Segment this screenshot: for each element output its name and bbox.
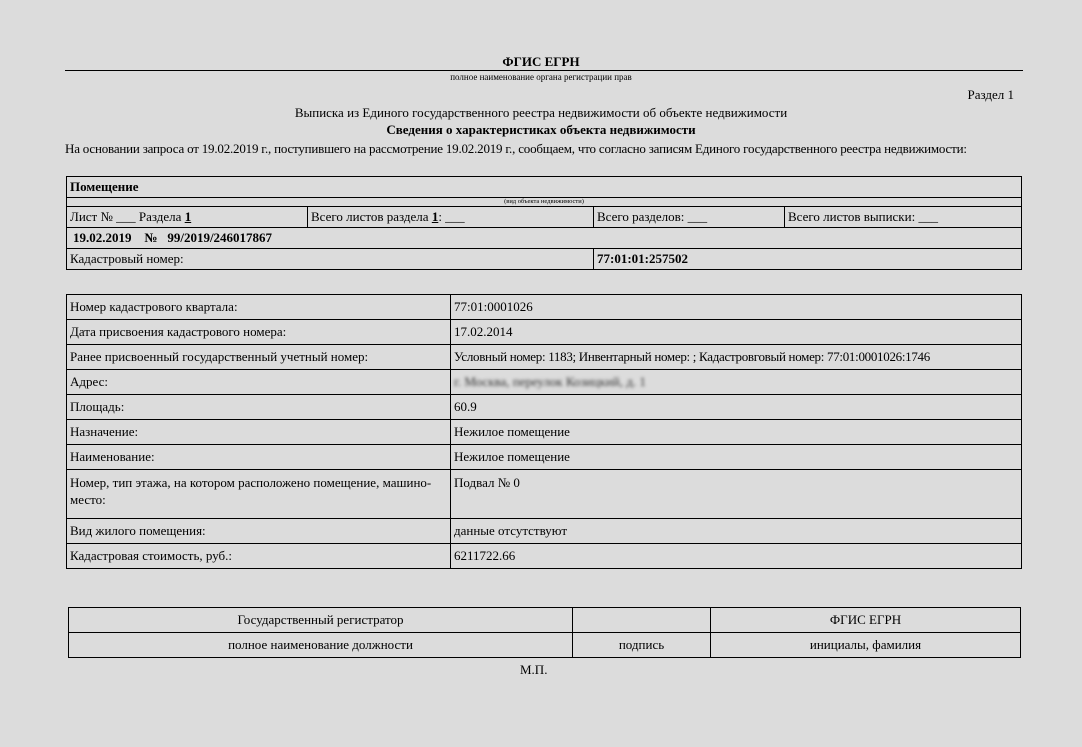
table-row xyxy=(67,544,1022,569)
table-row xyxy=(67,470,1022,519)
row-label: Дата присвоения кадастрового номера: xyxy=(67,320,451,345)
table-row xyxy=(67,420,1022,445)
row-label: Номер кадастрового квартала: xyxy=(67,295,451,320)
table-row xyxy=(67,519,1022,544)
signature-field xyxy=(573,608,711,633)
authority-caption: полное наименование органа регистрации прав xyxy=(450,72,632,82)
row-label: Назначение: xyxy=(67,420,451,445)
row-label: Кадастровая стоимость, руб.: xyxy=(67,544,451,569)
cadastral-number-label: Кадастровый номер: xyxy=(67,249,594,270)
cadastral-number-value xyxy=(594,249,1022,270)
row-label: Вид жилого помещения: xyxy=(67,519,451,544)
table-row xyxy=(67,345,1022,370)
row-value: данные отсутствуют xyxy=(451,519,1022,544)
table-row xyxy=(67,395,1022,420)
object-type-caption: (вид объекта недвижимости) xyxy=(67,198,1022,207)
row-label: Номер, тип этажа, на котором расположено помещение, машино-место: xyxy=(67,470,451,519)
characteristics-table xyxy=(66,294,1022,569)
row-value: 60.9 xyxy=(451,395,1022,420)
total-sheets-section-cell xyxy=(308,207,594,228)
total-sections-value: ___ xyxy=(687,209,708,224)
stamp-placeholder: М.П. xyxy=(520,662,548,677)
row-label: Ранее присвоенный государственный учетный номер: xyxy=(67,345,451,370)
row-label: Адрес: xyxy=(67,370,451,395)
document-title: Выписка из Единого государственного реестра недвижимости об объекте недвижимости xyxy=(294,105,788,120)
authority-underline xyxy=(65,70,1023,71)
total-sheets-extract-cell xyxy=(785,207,1022,228)
sheet-number-cell xyxy=(67,207,308,228)
cadastral-number-text: 77:01:01:257502 xyxy=(597,251,688,266)
row-value: Нежилое помещение xyxy=(451,420,1022,445)
total-sheets-extract-label: Всего листов выписки: xyxy=(788,209,916,224)
sheet-label: Лист № xyxy=(70,209,113,224)
section-number-value: 1 xyxy=(184,209,192,224)
registrar-position: Государственный регистратор xyxy=(69,608,573,633)
row-value xyxy=(451,370,1022,395)
row-label: Площадь: xyxy=(67,395,451,420)
name-caption: инициалы, фамилия xyxy=(711,633,1021,658)
table-row xyxy=(67,320,1022,345)
extract-date-number xyxy=(67,228,1022,249)
row-value: Подвал № 0 xyxy=(451,470,1022,519)
registrar-name: ФГИС ЕГРН xyxy=(711,608,1021,633)
address-value: г. Москва, переулок Козицкий, д. 1 xyxy=(454,374,646,389)
number-sign: № xyxy=(144,230,158,245)
document-subtitle: Сведения о характеристиках объекта недвижимости xyxy=(386,122,696,137)
sheet-value: ___ xyxy=(116,209,136,224)
total-sheets-section-suffix: : ___ xyxy=(438,209,465,224)
total-sections-cell xyxy=(594,207,785,228)
extract-number: 99/2019/246017867 xyxy=(167,230,273,245)
row-value: 77:01:0001026 xyxy=(451,295,1022,320)
row-label: Наименование: xyxy=(67,445,451,470)
total-sheets-extract-value: ___ xyxy=(918,209,938,224)
signature-caption: подпись xyxy=(573,633,711,658)
object-type: Помещение xyxy=(67,177,1022,198)
extract-date: 19.02.2019 xyxy=(73,230,132,245)
request-basis-text: На основании запроса от 19.02.2019 г., поступившего на рассмотрение 19.02.2019 г., сообщаем, что согласно записям Единого государственного реестра недвижимости: xyxy=(65,141,967,156)
object-header-table xyxy=(66,176,1022,270)
section-label: Раздел 1 xyxy=(967,87,1014,102)
table-row xyxy=(67,295,1022,320)
signature-table xyxy=(68,607,1021,658)
row-value: 6211722.66 xyxy=(451,544,1022,569)
row-value: 17.02.2014 xyxy=(451,320,1022,345)
total-sheets-section-label: Всего листов раздела xyxy=(311,209,429,224)
row-value: Нежилое помещение xyxy=(451,445,1022,470)
total-sheets-section-value: 1 xyxy=(431,209,439,224)
row-value: Условный номер: 1183; Инвентарный номер: ; Кадастровговый номер: 77:01:0001026:1746 xyxy=(451,345,1022,370)
table-row xyxy=(67,370,1022,395)
section-number-label: Раздела xyxy=(138,209,182,224)
table-row xyxy=(67,445,1022,470)
position-caption: полное наименование должности xyxy=(69,633,573,658)
total-sections-label: Всего разделов: xyxy=(597,209,685,224)
registration-authority-name: ФГИС ЕГРН xyxy=(502,54,580,69)
